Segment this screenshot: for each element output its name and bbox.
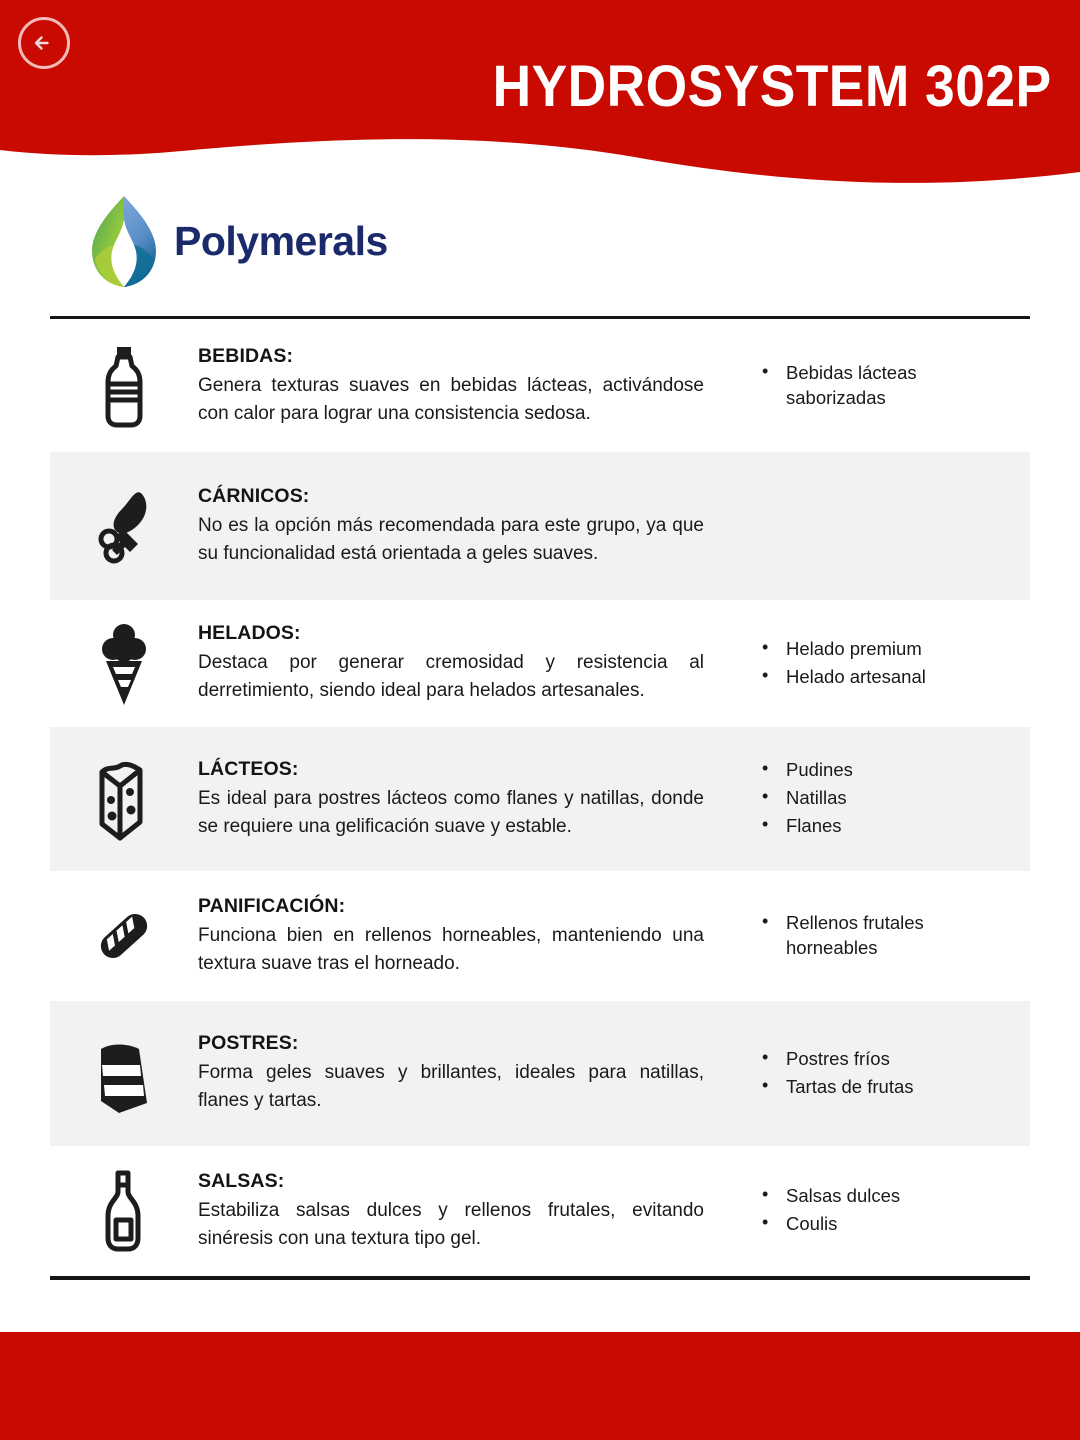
row-heading: LÁCTEOS:	[198, 757, 299, 780]
row-icon-cell	[50, 1168, 198, 1254]
list-item: • Pudines	[758, 757, 973, 782]
brand-lockup	[88, 193, 388, 289]
list-item: • Bebidas lácteas saborizadas	[758, 360, 973, 410]
list-item: • Rellenos frutales horneables	[758, 910, 973, 960]
row-heading: HELADOS:	[198, 622, 301, 644]
polymerals-leaf-logo	[88, 193, 160, 289]
row-text-cell	[198, 1032, 722, 1115]
row-heading: SALSAS:	[198, 1169, 285, 1192]
row-tags-cell	[722, 636, 1030, 692]
row-text-cell	[198, 485, 722, 568]
brand-name: Polymerals	[174, 217, 388, 264]
cheese-wedge-icon	[90, 756, 158, 842]
row-tags-cell	[722, 1183, 1030, 1239]
row-description: Estabiliza salsas dulces y rellenos frutales, evitando sinéresis con una textura tipo gel.	[198, 1199, 704, 1249]
baguette-bread-icon	[89, 893, 159, 979]
chicken-drumstick-icon	[93, 483, 155, 569]
row-icon-cell	[50, 344, 198, 430]
table-row	[50, 1001, 1030, 1146]
table-row	[50, 600, 1030, 727]
table-bottom-rule	[50, 1276, 1030, 1280]
sauce-bottle-icon	[94, 1168, 154, 1254]
water-bottle-icon	[93, 344, 155, 430]
cake-slice-icon	[91, 1031, 157, 1117]
ice-cream-cone-icon	[93, 621, 155, 707]
row-tags-cell	[722, 360, 1030, 413]
row-tags-cell	[722, 1046, 1030, 1102]
row-icon-cell	[50, 893, 198, 979]
table-row	[50, 871, 1030, 1001]
row-description: Genera texturas suaves en bebidas lácteas, activándose con calor para lograr una consistencia sedosa.	[198, 375, 704, 424]
application-table	[50, 321, 1030, 1276]
row-icon-cell	[50, 621, 198, 707]
row-description: Forma geles suaves y brillantes, ideales para natillas, flanes y tartas.	[198, 1062, 704, 1111]
row-icon-cell	[50, 756, 198, 842]
row-text-cell	[198, 1170, 722, 1253]
list-item: • Tartas de frutas	[758, 1074, 973, 1099]
row-tags-cell	[722, 910, 1030, 963]
row-description: Es ideal para postres lácteos como flanes y natillas, donde se requiere una gelificación suave y estable.	[198, 787, 704, 837]
header-banner	[0, 0, 1080, 190]
list-item: • Salsas dulces	[758, 1183, 973, 1208]
row-text-cell	[198, 895, 722, 978]
footer-bar	[0, 1332, 1080, 1440]
list-item: • Flanes	[758, 813, 973, 838]
list-item: • Coulis	[758, 1211, 973, 1236]
list-item: • Helado premium	[758, 636, 973, 661]
table-row	[50, 727, 1030, 871]
row-text-cell	[198, 345, 722, 428]
table-top-rule	[50, 316, 1030, 319]
row-icon-cell	[50, 1031, 198, 1117]
table-row	[50, 1146, 1030, 1276]
row-heading: CÁRNICOS:	[198, 484, 310, 507]
row-heading: POSTRES:	[198, 1032, 299, 1054]
back-arrow-icon	[30, 29, 58, 57]
page-title: HYDROSYSTEM 302P	[493, 54, 1052, 119]
row-description: Destaca por generar cremosidad y resistencia al derretimiento, siendo ideal para helados artesanales.	[198, 652, 704, 701]
row-tags-cell	[722, 757, 1030, 841]
row-heading: BEBIDAS:	[198, 345, 294, 367]
list-item: • Postres fríos	[758, 1046, 973, 1071]
table-row	[50, 321, 1030, 452]
list-item: • Natillas	[758, 785, 973, 810]
row-text-cell	[198, 758, 722, 841]
back-button[interactable]	[18, 17, 70, 69]
row-icon-cell	[50, 483, 198, 569]
table-row	[50, 452, 1030, 600]
row-text-cell	[198, 622, 722, 705]
row-description: No es la opción más recomendada para este grupo, ya que su funcionalidad está orientada a geles suaves.	[198, 514, 704, 564]
row-heading: PANIFICACIÓN:	[198, 894, 346, 917]
row-description: Funciona bien en rellenos horneables, manteniendo una textura suave tras el horneado.	[198, 924, 704, 974]
list-item: • Helado artesanal	[758, 664, 973, 689]
